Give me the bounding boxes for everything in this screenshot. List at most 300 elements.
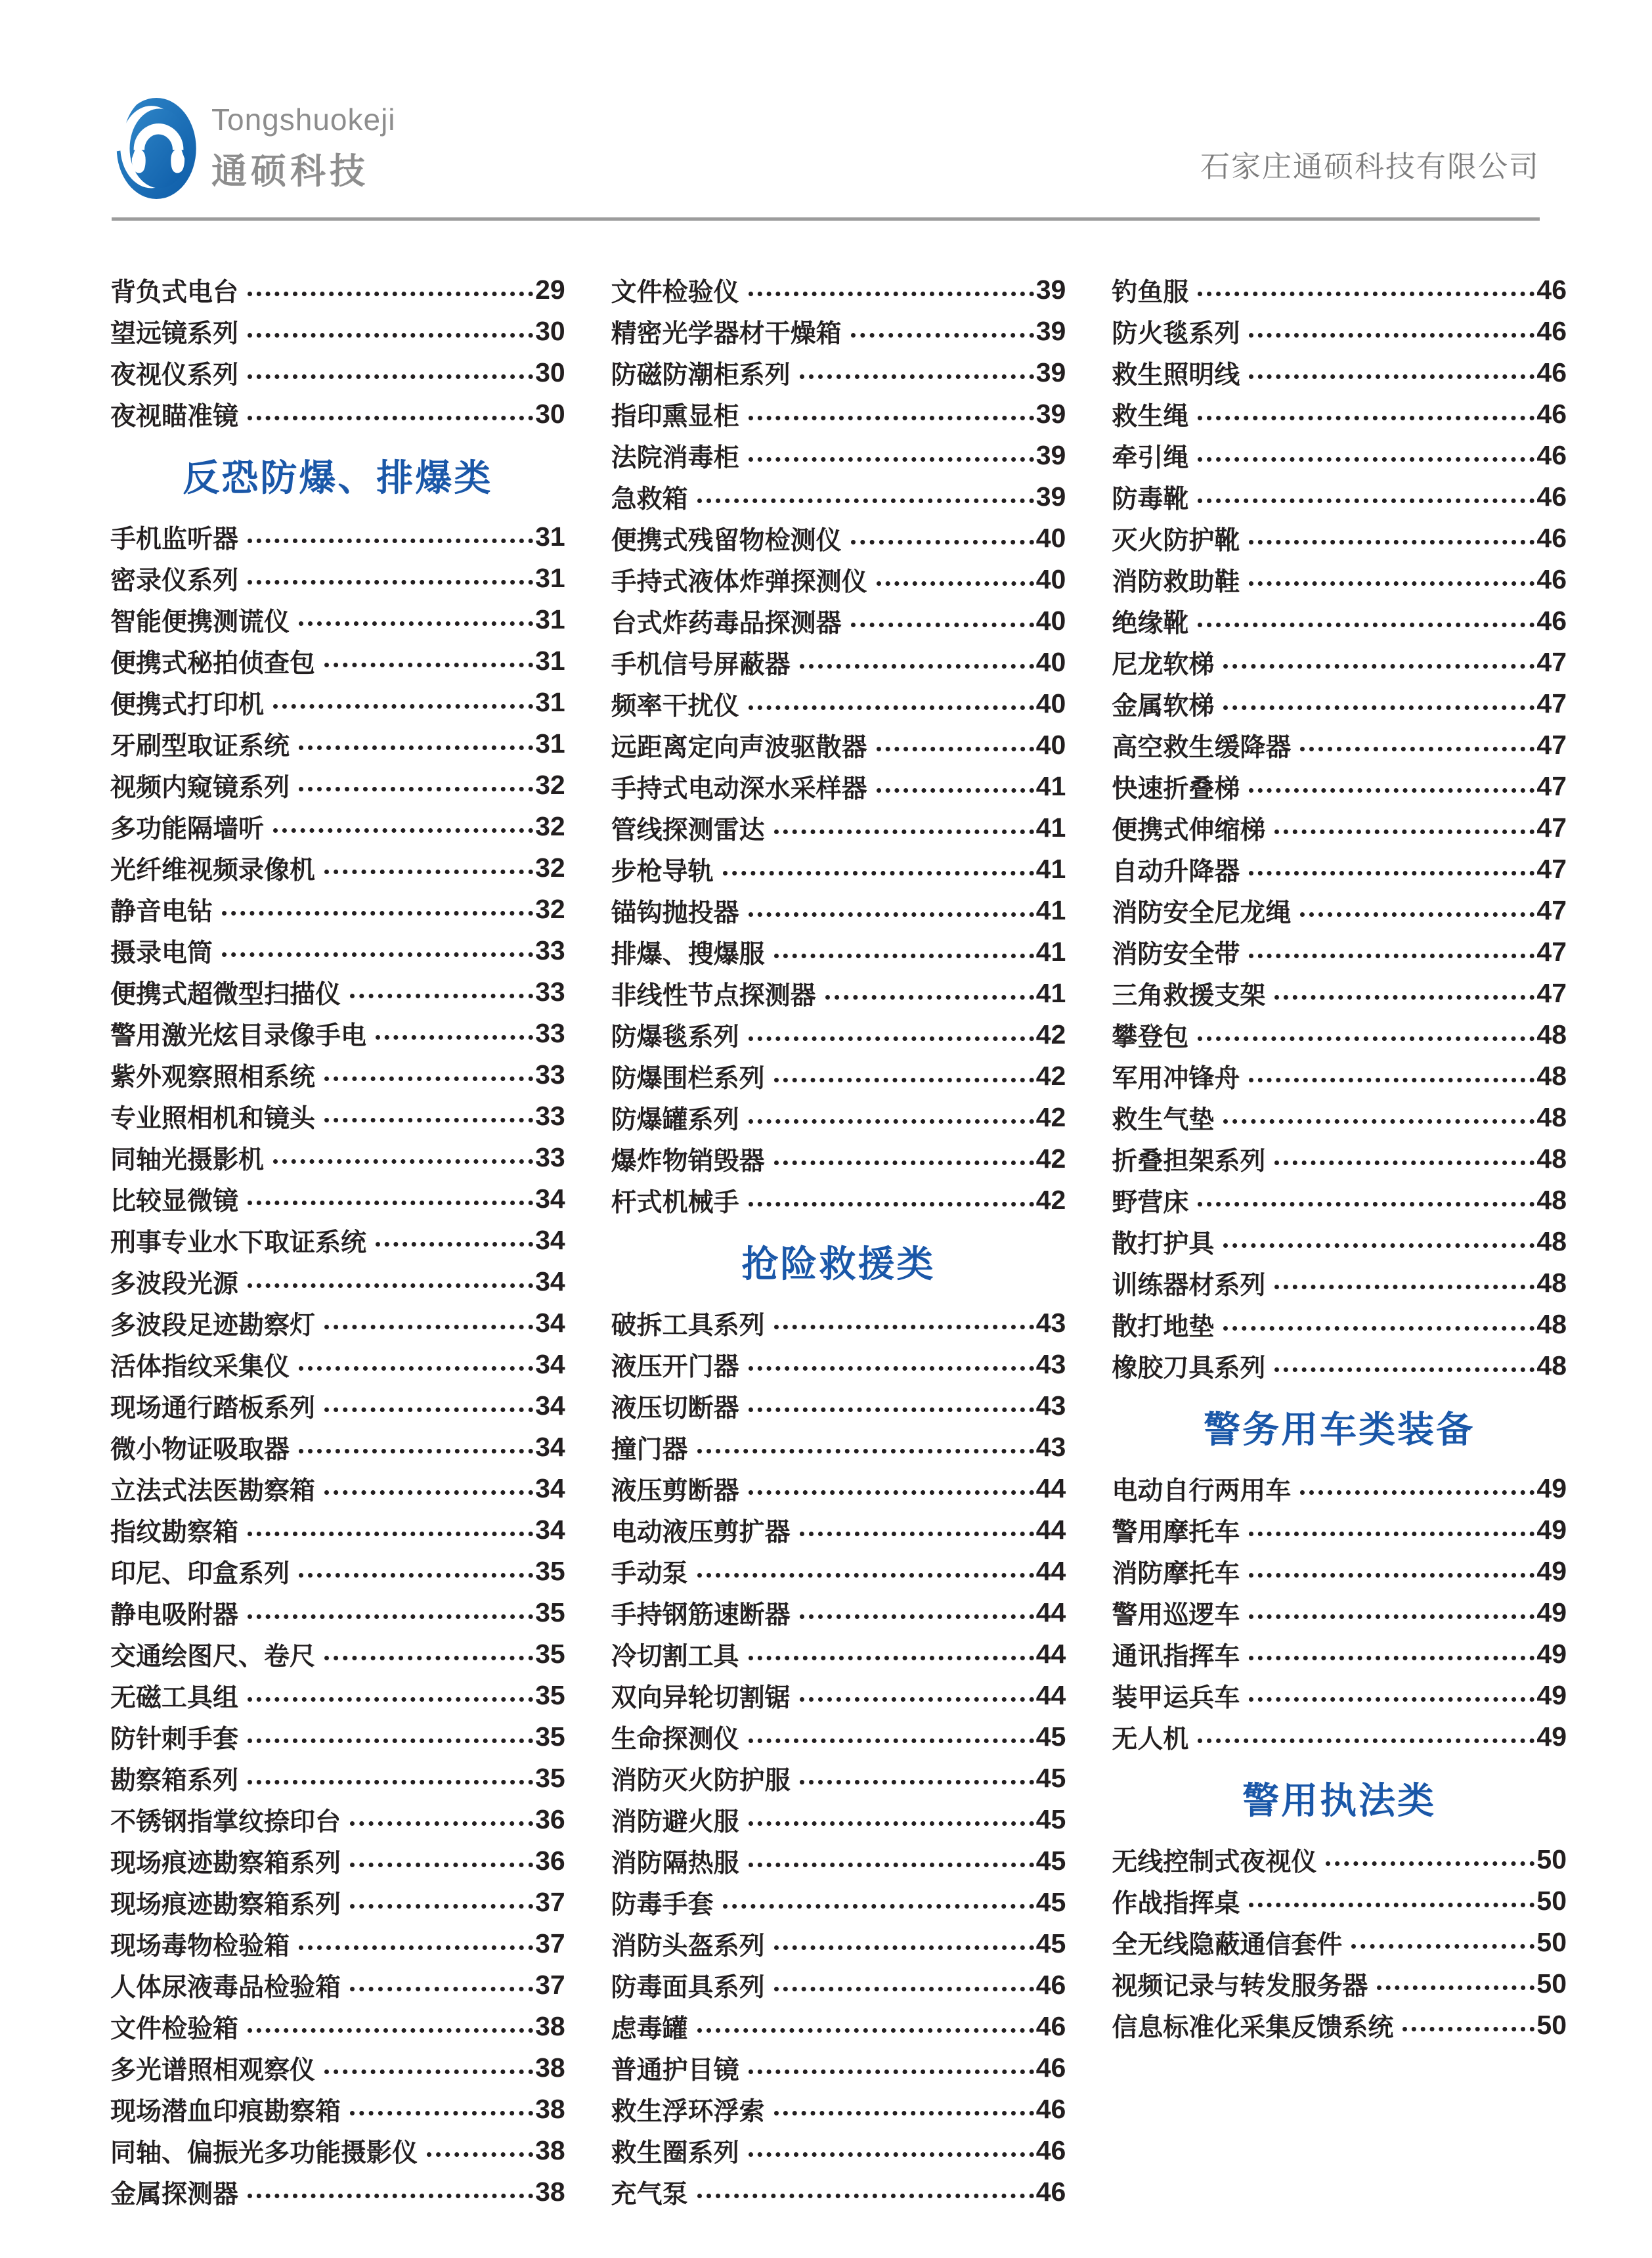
dotted-leader	[350, 986, 533, 998]
toc-entry-page: 47	[1536, 895, 1567, 925]
dotted-leader	[1249, 532, 1534, 544]
toc-entry-page: 46	[1536, 399, 1567, 429]
toc-entry-page: 49	[1536, 1473, 1567, 1503]
dotted-leader	[851, 615, 1034, 627]
toc-entry	[1112, 435, 1567, 476]
dotted-leader	[800, 1689, 1034, 1702]
toc-entry	[110, 269, 565, 311]
toc-entry-label: 破拆工具系列	[611, 1311, 765, 1340]
toc-entry-page: 46	[1536, 564, 1567, 594]
toc-entry-label: 便携式伸缩梯	[1112, 816, 1266, 845]
dotted-leader	[749, 1358, 1034, 1371]
toc-entry	[1112, 1551, 1567, 1592]
toc-entry-page: 39	[1035, 440, 1066, 470]
dotted-leader	[749, 1648, 1034, 1660]
toc-entry	[1112, 352, 1567, 393]
toc-entry	[611, 766, 1066, 807]
toc-entry-label: 频率干扰仪	[611, 692, 739, 720]
toc-entry-page: 42	[1035, 1143, 1066, 1174]
toc-entry	[110, 2130, 565, 2171]
toc-entry	[611, 393, 1066, 435]
section-header: 警务用车类装备	[1204, 1409, 1475, 1450]
toc-entry	[110, 1137, 565, 1178]
toc-entry-page: 39	[1035, 275, 1066, 305]
toc-entry-label: 防磁防潮柜系列	[611, 361, 791, 389]
toc-entry-label: 立法式法医勘察箱	[110, 1476, 316, 1505]
toc-entry	[611, 931, 1066, 973]
toc-entry-label: 金属探测器	[110, 2180, 239, 2209]
toc-entry-page: 41	[1035, 895, 1066, 925]
toc-entry-label: 多功能隔墙听	[110, 814, 265, 843]
toc-entry-label: 手动泵	[611, 1559, 688, 1588]
toc-entry-label: 电动自行两用车	[1112, 1476, 1292, 1505]
toc-entry	[1112, 1138, 1567, 1180]
toc-entry	[611, 476, 1066, 518]
toc-entry-label: 通讯指挥车	[1112, 1642, 1240, 1671]
dotted-leader	[248, 1275, 533, 1288]
toc-entry-label: 撞门器	[611, 1435, 688, 1464]
dotted-leader	[248, 1772, 533, 1784]
dotted-leader	[1223, 1111, 1534, 1124]
dotted-leader	[749, 1731, 1034, 1743]
toc-entry-page: 47	[1536, 812, 1567, 843]
toc-entry-page: 40	[1035, 647, 1066, 677]
toc-entry	[1112, 890, 1567, 931]
toc-entry-label: 夜视仪系列	[110, 361, 239, 389]
toc-entry	[110, 1509, 565, 1551]
toc-entry-label: 救生照明线	[1112, 361, 1240, 389]
dotted-leader	[1377, 1978, 1534, 1990]
toc-entry-label: 防火毯系列	[1112, 319, 1240, 348]
toc-entry-label: 排爆、搜爆服	[611, 940, 765, 969]
toc-entry-label: 智能便携测谎仪	[110, 608, 290, 636]
toc-entry	[611, 1097, 1066, 1138]
dotted-leader	[697, 491, 1034, 503]
toc-entry	[1112, 476, 1567, 518]
toc-entry	[611, 849, 1066, 890]
toc-entry-label: 军用冲锋舟	[1112, 1064, 1240, 1093]
toc-entry-page: 40	[1035, 606, 1066, 636]
toc-entry-page: 47	[1536, 688, 1567, 719]
toc-entry-label: 消防隔热服	[611, 1849, 739, 1878]
toc-entry	[110, 1716, 565, 1758]
dotted-leader	[1198, 1029, 1534, 1041]
toc-entry	[110, 640, 565, 682]
toc-entry-page: 34	[535, 1225, 565, 1255]
toc-entry-page: 31	[535, 521, 565, 552]
toc-entry-label: 无磁工具组	[110, 1683, 239, 1712]
dotted-leader	[723, 1896, 1034, 1909]
dotted-leader	[1249, 1070, 1534, 1082]
dotted-leader	[350, 1896, 533, 1909]
toc-entry	[611, 1180, 1066, 1221]
dotted-leader	[825, 987, 1034, 1000]
toc-entry	[611, 890, 1066, 931]
toc-entry-label: 训练器材系列	[1112, 1271, 1266, 1300]
toc-entry-label: 防爆围栏系列	[611, 1064, 765, 1093]
dotted-leader	[248, 1193, 533, 1205]
dotted-leader	[1274, 822, 1534, 834]
toc-entry	[110, 1096, 565, 1137]
toc-entry	[611, 435, 1066, 476]
dotted-leader	[800, 366, 1034, 379]
toc-entry	[1112, 393, 1567, 435]
toc-entry-label: 无人机	[1112, 1725, 1189, 1754]
toc-entry	[611, 2047, 1066, 2089]
toc-entry-label: 望远镜系列	[110, 319, 239, 348]
toc-entry-label: 现场通行踏板系列	[110, 1394, 316, 1423]
toc-entry	[1112, 1097, 1567, 1138]
toc-entry-label: 普通护目镜	[611, 2056, 739, 2085]
toc-entry-page: 34	[535, 1308, 565, 1338]
toc-entry	[1112, 1221, 1567, 1262]
toc-entry-label: 视频记录与转发服务器	[1112, 1972, 1368, 2001]
dotted-leader	[324, 655, 533, 667]
toc-entry	[1112, 1880, 1567, 1922]
section-header: 抢险救援类	[741, 1243, 936, 1285]
toc-entry-label: 静电吸附器	[110, 1601, 239, 1629]
toc-entry	[611, 600, 1066, 642]
toc-entry-label: 多波段足迹勘察灯	[110, 1311, 316, 1340]
dotted-leader	[248, 366, 533, 379]
toc-entry-page: 35	[535, 1680, 565, 1710]
toc-entry-page: 48	[1536, 1226, 1567, 1256]
toc-entry-label: 折叠担架系列	[1112, 1147, 1266, 1176]
dotted-leader	[324, 862, 533, 874]
dotted-leader	[1274, 1153, 1534, 1165]
dotted-leader	[1198, 491, 1534, 503]
toc-entry-page: 33	[535, 977, 565, 1007]
toc-entry-page: 48	[1536, 1309, 1567, 1339]
toc-entry	[1112, 2004, 1567, 2046]
toc-entry-page: 48	[1536, 1185, 1567, 1215]
toc-entry	[1112, 311, 1567, 352]
toc-entry-label: 同轴、偏振光多功能摄影仪	[110, 2138, 418, 2167]
toc-entry-page: 45	[1035, 1887, 1066, 1917]
toc-entry-page: 42	[1035, 1019, 1066, 1050]
toc-entry-page: 33	[535, 1101, 565, 1131]
toc-entry-label: 警用摩托车	[1112, 1518, 1240, 1547]
toc-entry-page: 30	[535, 399, 565, 429]
toc-entry-label: 便携式打印机	[110, 690, 265, 719]
toc-entry-page: 50	[1536, 1968, 1567, 1999]
dotted-leader	[697, 1565, 1034, 1578]
toc-entry-label: 消防安全尼龙绳	[1112, 898, 1292, 927]
toc-entry-label: 现场痕迹勘察箱系列	[110, 1849, 341, 1878]
header-divider	[112, 217, 1540, 221]
toc-entry-page: 45	[1035, 1804, 1066, 1834]
toc-entry	[611, 1551, 1066, 1592]
toc-entry-page: 44	[1035, 1473, 1066, 1503]
toc-entry-label: 金属软梯	[1112, 692, 1215, 720]
toc-entry-label: 手持式液体炸弹探测仪	[611, 567, 867, 596]
dotted-leader	[800, 1772, 1034, 1784]
toc-entry	[1112, 931, 1567, 973]
dotted-leader	[248, 2020, 533, 2033]
toc-entry-page: 48	[1536, 1102, 1567, 1132]
toc-entry-label: 无线控制式夜视仪	[1112, 1848, 1317, 1876]
dotted-leader	[1300, 739, 1534, 751]
toc-entry-label: 虑毒罐	[611, 2014, 688, 2043]
toc-entry-label: 全无线隐蔽通信套件	[1112, 1930, 1343, 1959]
toc-entry-label: 文件检验箱	[110, 2014, 239, 2043]
company-name: 石家庄通硕科技有限公司	[1200, 150, 1540, 183]
dotted-leader	[1274, 1360, 1534, 1372]
toc-entry	[611, 2171, 1066, 2213]
toc-entry	[1112, 1633, 1567, 1675]
toc-entry-page: 31	[535, 563, 565, 593]
toc-entry-label: 文件检验仪	[611, 278, 739, 307]
dotted-leader	[1223, 1235, 1534, 1248]
page-header	[112, 92, 1540, 205]
toc-entry	[611, 1592, 1066, 1633]
dotted-leader	[749, 1482, 1034, 1495]
toc-entry	[1112, 1675, 1567, 1716]
toc-entry	[110, 516, 565, 558]
toc-entry	[110, 352, 565, 393]
toc-entry-page: 40	[1035, 564, 1066, 594]
toc-entry	[611, 559, 1066, 600]
toc-entry-page: 47	[1536, 978, 1567, 1008]
toc-entry-label: 多波段光源	[110, 1270, 239, 1298]
dotted-leader	[1249, 1606, 1534, 1619]
dotted-leader	[324, 1110, 533, 1122]
dotted-leader	[749, 1029, 1034, 1041]
toc-entry	[110, 1799, 565, 1840]
dotted-leader	[248, 1606, 533, 1619]
toc-entry	[1112, 559, 1567, 600]
dotted-leader	[427, 2144, 533, 2157]
toc-entry-label: 密录仪系列	[110, 566, 239, 595]
toc-entry	[611, 1964, 1066, 2006]
toc-entry	[1112, 1922, 1567, 1963]
toc-entry-label: 背负式电台	[110, 278, 239, 307]
toc-entry-label: 多光谱照相观察仪	[110, 2056, 316, 2085]
dotted-leader	[248, 408, 533, 420]
toc-entry-label: 紫外观察照相系统	[110, 1063, 316, 1092]
toc-entry-label: 非线性节点探测器	[611, 981, 816, 1010]
toc-entry	[110, 1964, 565, 2006]
toc-entry-page: 36	[535, 1804, 565, 1834]
toc-entry-label: 防毒面具系列	[611, 1973, 765, 2002]
dotted-leader	[774, 946, 1034, 958]
toc-entry-label: 警用激光炫目录像手电	[110, 1021, 367, 1050]
dotted-leader	[1249, 573, 1534, 586]
dotted-leader	[774, 1317, 1034, 1329]
toc-entry-page: 44	[1035, 1680, 1066, 1710]
toc-entry-label: 手机信号屏蔽器	[611, 650, 791, 679]
toc-entry-label: 手持式电动深水采样器	[611, 774, 867, 803]
toc-entry-label: 作战指挥桌	[1112, 1889, 1240, 1918]
dotted-leader	[1300, 904, 1534, 917]
toc-entry	[1112, 683, 1567, 724]
toc-entry-page: 47	[1536, 647, 1567, 677]
dotted-leader	[774, 1979, 1034, 1991]
toc-entry-page: 50	[1536, 1927, 1567, 1957]
toc-entry-label: 法院消毒柜	[611, 443, 739, 472]
toc-entry-label: 爆炸物销毁器	[611, 1147, 765, 1176]
dotted-leader	[376, 1234, 533, 1247]
dotted-leader	[248, 2186, 533, 2198]
section-header: 警用执法类	[1242, 1780, 1437, 1821]
dotted-leader	[749, 697, 1034, 710]
toc-entry-label: 精密光学器材干燥箱	[611, 319, 842, 348]
toc-entry	[1112, 518, 1567, 559]
dotted-leader	[324, 1069, 533, 1081]
toc-entry	[1112, 1509, 1567, 1551]
toc-entry-label: 救生气垫	[1112, 1105, 1215, 1134]
toc-entry-page: 40	[1035, 523, 1066, 553]
toc-entry	[611, 1675, 1066, 1716]
dotted-leader	[1351, 1936, 1534, 1949]
toc-entry	[611, 1840, 1066, 1882]
toc-entry-page: 48	[1536, 1061, 1567, 1091]
toc-entry-label: 消防安全带	[1112, 940, 1240, 969]
brand-text	[211, 103, 396, 194]
toc-entry-page: 46	[1035, 2135, 1066, 2165]
toc-entry-label: 消防救助鞋	[1112, 567, 1240, 596]
toc-entry-label: 便携式秘拍侦查包	[110, 649, 316, 678]
toc-entry-page: 40	[1035, 688, 1066, 719]
toc-entry-page: 46	[1035, 2011, 1066, 2041]
dotted-leader	[299, 613, 533, 626]
dotted-leader	[324, 1648, 533, 1660]
toc-entry-page: 32	[535, 852, 565, 883]
toc-entry	[611, 518, 1066, 559]
toc-entry-label: 牵引绳	[1112, 443, 1189, 472]
toc-entry	[1112, 642, 1567, 683]
toc-entry-page: 36	[535, 1846, 565, 1876]
dotted-leader	[273, 1151, 533, 1164]
dotted-leader	[324, 1400, 533, 1412]
toc-entry-label: 快速折叠梯	[1112, 774, 1240, 803]
toc-entry-page: 41	[1035, 854, 1066, 884]
toc-entry-page: 46	[1035, 1970, 1066, 2000]
toc-entry-label: 救生圈系列	[611, 2138, 739, 2167]
dotted-leader	[1198, 408, 1534, 420]
dotted-leader	[222, 944, 533, 957]
toc-entry-page: 48	[1536, 1019, 1567, 1050]
toc-entry	[110, 1633, 565, 1675]
toc-entry-label: 灭火防护靴	[1112, 526, 1240, 555]
toc-entry-label: 比较显微镜	[110, 1187, 239, 1216]
toc-entry-label: 防爆毯系列	[611, 1023, 739, 1052]
toc-entry	[110, 682, 565, 723]
dotted-leader	[350, 1813, 533, 1826]
brand-name-cn: 通硕科技	[211, 151, 369, 191]
toc-entry-label: 生命探测仪	[611, 1725, 739, 1754]
toc-entry	[1112, 1468, 1567, 1509]
toc-entry-page: 45	[1035, 1928, 1066, 1959]
toc-entry-page: 44	[1035, 1597, 1066, 1627]
dotted-leader	[1249, 1565, 1534, 1578]
toc-entry-label: 光纤维视频录像机	[110, 856, 316, 885]
dotted-leader	[1198, 615, 1534, 627]
toc-entry	[611, 2006, 1066, 2047]
toc-entry	[611, 973, 1066, 1014]
toc-entry-page: 42	[1035, 1061, 1066, 1091]
toc-entry	[611, 1344, 1066, 1385]
dotted-leader	[1198, 284, 1534, 296]
toc-entry	[1112, 807, 1567, 849]
toc-entry	[611, 1633, 1066, 1675]
toc-entry-label: 消防摩托车	[1112, 1559, 1240, 1588]
toc-entry-page: 46	[1536, 357, 1567, 387]
toc-entry-page: 44	[1035, 1639, 1066, 1669]
toc-entry	[611, 1799, 1066, 1840]
toc-column-3	[1112, 269, 1567, 2213]
toc-entry	[1112, 1592, 1567, 1633]
dotted-leader	[299, 779, 533, 791]
dotted-leader	[1249, 1689, 1534, 1702]
toc-entry	[110, 1592, 565, 1633]
dotted-leader	[774, 1937, 1034, 1950]
toc-entry	[611, 724, 1066, 766]
toc-entry	[110, 971, 565, 1013]
dotted-leader	[697, 2186, 1034, 2198]
toc-entry-label: 杆式机械手	[611, 1188, 739, 1217]
toc-entry-label: 攀登包	[1112, 1023, 1189, 1052]
toc-entry-label: 尼龙软梯	[1112, 650, 1215, 679]
toc-entry-page: 31	[535, 604, 565, 634]
toc-entry-page: 50	[1536, 2010, 1567, 2040]
toc-entry	[110, 2089, 565, 2130]
toc-entry	[110, 1551, 565, 1592]
toc-entry	[611, 642, 1066, 683]
toc-entry-page: 49	[1536, 1721, 1567, 1752]
toc-entry-page: 43	[1035, 1390, 1066, 1421]
toc-entry	[1112, 724, 1567, 766]
dotted-leader	[851, 532, 1034, 544]
toc-entry-label: 钓鱼服	[1112, 278, 1189, 307]
toc-entry	[611, 2130, 1066, 2171]
dotted-leader	[1198, 449, 1534, 462]
toc-entry-label: 现场潜血印痕勘察箱	[110, 2097, 341, 2126]
toc-entry-page: 35	[535, 1556, 565, 1586]
toc-entry-page: 48	[1536, 1143, 1567, 1174]
toc-entry-label: 同轴光摄影机	[110, 1145, 265, 1174]
toc-entry-page: 37	[535, 1970, 565, 2000]
dotted-leader	[248, 531, 533, 543]
toc-entry	[1112, 1963, 1567, 2004]
toc-entry	[611, 1138, 1066, 1180]
dotted-leader	[749, 284, 1034, 296]
dotted-leader	[1198, 1731, 1534, 1743]
toc-entry	[1112, 1014, 1567, 1055]
dotted-leader	[749, 408, 1034, 420]
toc-entry	[110, 2047, 565, 2089]
dotted-leader	[877, 739, 1034, 751]
dotted-leader	[299, 1441, 533, 1453]
dotted-leader	[248, 572, 533, 585]
toc-entry-label: 勘察箱系列	[110, 1766, 239, 1795]
toc-entry	[110, 1923, 565, 1964]
toc-entry-page: 34	[535, 1349, 565, 1379]
toc-entry	[110, 1675, 565, 1716]
toc-entry-label: 步枪导轨	[611, 857, 714, 886]
toc-entry-page: 49	[1536, 1680, 1567, 1710]
toc-entry	[110, 1882, 565, 1923]
dotted-leader	[1223, 697, 1534, 710]
toc-entry	[1112, 1055, 1567, 1097]
toc-entry	[1112, 1345, 1567, 1386]
dotted-leader	[299, 1358, 533, 1371]
toc-entry-page: 46	[1536, 440, 1567, 470]
toc-entry	[110, 1054, 565, 1096]
toc-entry-page: 39	[1035, 316, 1066, 346]
dotted-leader	[248, 284, 533, 296]
toc-entry	[611, 1923, 1066, 1964]
